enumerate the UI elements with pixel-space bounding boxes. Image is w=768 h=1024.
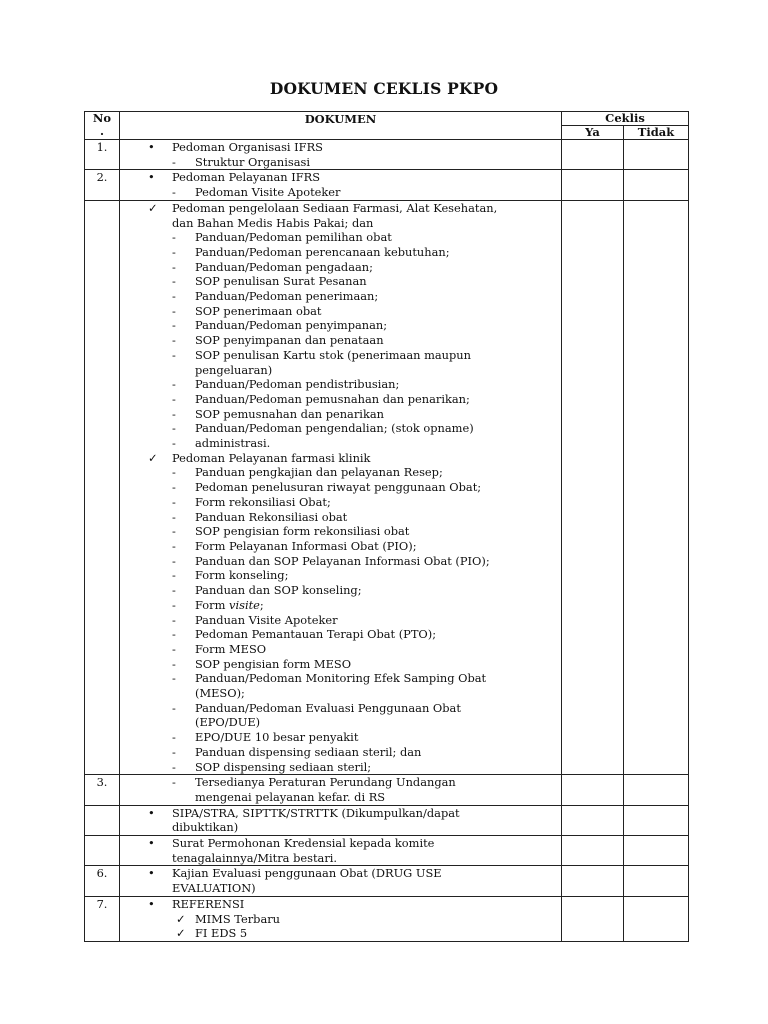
line-text: Panduan/Pedoman pendistribusian;: [195, 377, 400, 392]
document-line: [120, 451, 561, 466]
ya-checkbox-cell[interactable]: [562, 805, 624, 835]
tidak-checkbox-cell[interactable]: [624, 896, 689, 941]
dash-marker: -: [172, 775, 176, 790]
header-row-1: [85, 112, 689, 126]
line-text: Panduan/Pedoman penerimaan;: [195, 289, 379, 304]
document-line: [120, 539, 561, 554]
dash-marker: -: [172, 627, 176, 642]
document-line: [120, 465, 561, 480]
dash-marker: -: [172, 244, 176, 259]
document-line: [120, 185, 561, 200]
line-text: administrasi.: [195, 436, 271, 451]
line-text: Panduan/Pedoman pengendalian; (stok opname): [195, 421, 474, 436]
row-number: [85, 805, 120, 835]
dash-marker: -: [172, 185, 176, 200]
row-number: [85, 200, 120, 774]
line-text-suffix: ;: [259, 597, 264, 612]
document-line: [120, 436, 561, 451]
document-line: [120, 245, 561, 260]
line-text: Panduan Rekonsiliasi obat: [195, 509, 348, 524]
tidak-checkbox-cell[interactable]: [624, 805, 689, 835]
checkmark-icon: ✓: [148, 200, 158, 215]
line-text: Form Pelayanan Informasi Obat (PIO);: [195, 538, 417, 553]
ya-checkbox-cell[interactable]: [562, 775, 624, 805]
dash-marker: -: [172, 274, 176, 289]
line-text: Pedoman Pemantauan Terapi Obat (PTO);: [195, 627, 437, 642]
line-text: Kajian Evaluasi penggunaan Obat (DRUG USE: [172, 866, 442, 881]
table-row: [85, 140, 689, 170]
dash-marker: -: [172, 480, 176, 495]
table-row: [85, 866, 689, 896]
row-number: 7.: [85, 896, 120, 941]
bullet-line: [120, 836, 561, 851]
header-tidak: Tidak: [624, 126, 689, 140]
document-line: [120, 289, 561, 304]
line-text: Form konseling;: [195, 568, 289, 583]
header-dokumen: DOKUMEN: [120, 112, 562, 140]
line-text: Form MESO: [195, 641, 267, 656]
line-text: SOP penerimaan obat: [195, 303, 322, 318]
header-no: [85, 112, 120, 140]
line-text: SOP penyimpanan dan penataan: [195, 333, 384, 348]
row-document-content: [120, 170, 562, 200]
table-row: [85, 836, 689, 866]
line-text: REFERENSI: [172, 896, 245, 911]
document-line: [120, 274, 561, 289]
document-line: [120, 775, 561, 790]
dash-marker: -: [172, 289, 176, 304]
dash-marker: -: [172, 377, 176, 392]
line-text: SOP pengisian form rekonsiliasi obat: [195, 524, 410, 539]
checkmark-icon: ✓: [176, 911, 186, 926]
ya-checkbox-cell[interactable]: [562, 866, 624, 896]
document-line: [120, 881, 561, 896]
dash-marker: -: [172, 494, 176, 509]
header-no-line2: .: [99, 124, 104, 138]
document-line: [120, 701, 561, 716]
dash-marker: -: [172, 583, 176, 598]
document-line: [120, 318, 561, 333]
document-line: [120, 304, 561, 319]
line-text: Pedoman Organisasi IFRS: [172, 140, 323, 154]
header-ya: Ya: [562, 126, 624, 140]
document-line: [120, 333, 561, 348]
bullet-line: [120, 897, 561, 912]
dash-marker: -: [172, 656, 176, 671]
document-line: [120, 598, 561, 613]
line-text: tenagalainnya/Mitra bestari.: [172, 850, 338, 865]
bullet-line: [120, 170, 561, 185]
document-line: [120, 230, 561, 245]
dash-marker: -: [172, 421, 176, 436]
tidak-checkbox-cell[interactable]: [624, 836, 689, 866]
dash-marker: -: [172, 406, 176, 421]
dash-marker: -: [172, 391, 176, 406]
line-text: SIPA/STRA, SIPTTK/STRTTK (Dikumpulkan/dapat: [172, 805, 460, 820]
row-number: [85, 836, 120, 866]
checkmark-icon: ✓: [176, 926, 186, 941]
document-line: [120, 912, 561, 927]
dash-marker: -: [172, 597, 176, 612]
document-line: [120, 583, 561, 598]
row-document-content: [120, 805, 562, 835]
document-line: [120, 510, 561, 525]
line-text: (EPO/DUE): [195, 715, 261, 730]
document-line: [120, 790, 561, 805]
dash-marker: -: [172, 700, 176, 715]
dash-marker: -: [172, 230, 176, 245]
dash-marker: -: [172, 154, 176, 169]
line-text: SOP pemusnahan dan penarikan: [195, 406, 384, 421]
document-line: [120, 392, 561, 407]
line-text: SOP dispensing sediaan steril;: [195, 759, 372, 774]
line-text: Pedoman penelusuran riwayat penggunaan Obat;: [195, 480, 482, 495]
line-text: Panduan/Pedoman pemilihan obat: [195, 230, 392, 245]
dash-marker: -: [172, 612, 176, 627]
line-text: Panduan dan SOP Pelayanan Informasi Obat (PIO);: [195, 553, 490, 568]
line-text: Tersedianya Peraturan Perundang Undangan: [195, 775, 456, 790]
document-line: [120, 554, 561, 569]
dash-marker: -: [172, 465, 176, 480]
bullet-line: [120, 866, 561, 881]
line-text: MIMS Terbaru: [195, 911, 281, 926]
dash-marker: -: [172, 759, 176, 774]
table-row: [85, 805, 689, 835]
document-line: [120, 155, 561, 170]
tidak-checkbox-cell[interactable]: [624, 140, 689, 170]
line-text: Pedoman Visite Apoteker: [195, 185, 341, 200]
dash-marker: -: [172, 333, 176, 348]
table-row: [85, 170, 689, 200]
tidak-checkbox-cell[interactable]: [624, 775, 689, 805]
row-number: 3.: [85, 775, 120, 805]
document-line: [120, 524, 561, 539]
checklist-body: [85, 140, 689, 942]
dash-marker: -: [172, 347, 176, 362]
line-text: Panduan/Pedoman pengadaan;: [195, 259, 373, 274]
line-text: dan Bahan Medis Habis Pakai; dan: [172, 215, 374, 230]
dash-marker: -: [172, 524, 176, 539]
dash-marker: -: [172, 509, 176, 524]
row-document-content: [120, 896, 562, 941]
line-text: Panduan pengkajian dan pelayanan Resep;: [195, 465, 443, 480]
line-text-italic: visite: [229, 597, 260, 612]
bullet-line: [120, 140, 561, 155]
dash-marker: -: [172, 553, 176, 568]
line-text: Struktur Organisasi: [195, 154, 311, 169]
line-text: EVALUATION): [172, 881, 256, 896]
document-line: [120, 926, 561, 941]
document-line: [120, 348, 561, 363]
document-title: DOKUMEN CEKLIS PKPO: [269, 79, 499, 98]
dash-marker: -: [172, 303, 176, 318]
line-text: Pedoman Pelayanan farmasi klinik: [172, 450, 371, 465]
line-text: Panduan Visite Apoteker: [195, 612, 338, 627]
line-text: (MESO);: [195, 686, 245, 701]
dash-marker: -: [172, 318, 176, 333]
document-line: [120, 407, 561, 422]
line-text: Panduan/Pedoman Evaluasi Penggunaan Obat: [195, 700, 461, 715]
ya-checkbox-cell[interactable]: [562, 140, 624, 170]
dash-marker: -: [172, 538, 176, 553]
row-document-content: [120, 775, 562, 805]
row-document-content: [120, 200, 562, 774]
document-line: [120, 715, 561, 730]
line-text: SOP penulisan Kartu stok (penerimaan maupun: [195, 347, 471, 362]
document-line: [120, 377, 561, 392]
document-line: [120, 820, 561, 835]
document-line: [120, 627, 561, 642]
line-text-prefix: Form: [195, 597, 230, 612]
document-line: [120, 730, 561, 745]
header-no-line1: No: [92, 111, 112, 125]
line-text: Panduan/Pedoman pemusnahan dan penarikan;: [195, 391, 470, 406]
row-document-content: [120, 140, 562, 170]
line-text: Panduan/Pedoman penyimpanan;: [195, 318, 388, 333]
ya-checkbox-cell[interactable]: [562, 170, 624, 200]
line-text: Panduan dan SOP konseling;: [195, 583, 362, 598]
header-ceklis: Ceklis: [562, 112, 689, 126]
line-text: dibuktikan): [172, 820, 239, 835]
line-text: pengeluaran): [195, 362, 273, 377]
line-text: Panduan dispensing sediaan steril; dan: [195, 744, 422, 759]
tidak-checkbox-cell[interactable]: [624, 170, 689, 200]
tidak-checkbox-cell[interactable]: [624, 866, 689, 896]
dash-marker: -: [172, 730, 176, 745]
dash-marker: -: [172, 671, 176, 686]
checkmark-icon: ✓: [148, 450, 158, 465]
ya-checkbox-cell[interactable]: [562, 896, 624, 941]
line-text: Pedoman pengelolaan Sediaan Farmasi, Alat Kesehatan,: [172, 200, 498, 215]
document-line: [120, 480, 561, 495]
dash-marker: -: [172, 259, 176, 274]
document-line: [120, 686, 561, 701]
table-row: [85, 896, 689, 941]
dash-marker: -: [172, 436, 176, 451]
document-line: [120, 657, 561, 672]
document-line: [120, 568, 561, 583]
document-line: [120, 495, 561, 510]
document-line: [120, 216, 561, 231]
dash-marker: -: [172, 568, 176, 583]
ya-checkbox-cell[interactable]: [562, 200, 624, 774]
line-text: Form rekonsiliasi Obat;: [195, 494, 331, 509]
document-line: [120, 260, 561, 275]
table-row: [85, 775, 689, 805]
table-row: [85, 200, 689, 774]
document-line: [120, 642, 561, 657]
document-line: [120, 201, 561, 216]
checklist-table: [84, 111, 689, 942]
line-text: Pedoman Pelayanan IFRS: [172, 170, 321, 185]
line-text: Panduan/Pedoman Monitoring Efek Samping Obat: [195, 671, 487, 686]
bullet-line: [120, 806, 561, 821]
line-text: SOP pengisian form MESO: [195, 656, 352, 671]
tidak-checkbox-cell[interactable]: [624, 200, 689, 774]
row-document-content: [120, 866, 562, 896]
ya-checkbox-cell[interactable]: [562, 836, 624, 866]
row-document-content: [120, 836, 562, 866]
document-line: [120, 613, 561, 628]
line-text: SOP penulisan Surat Pesanan: [195, 274, 367, 289]
document-line: [120, 421, 561, 436]
dash-marker: -: [172, 641, 176, 656]
line-text: Panduan/Pedoman perencanaan kebutuhan;: [195, 244, 450, 259]
document-line: [120, 363, 561, 378]
line-text: mengenai pelayanan kefar. di RS: [195, 789, 386, 804]
document-line: [120, 760, 561, 775]
line-text: FI EDS 5: [195, 926, 248, 941]
dash-marker: -: [172, 744, 176, 759]
document-line: [120, 671, 561, 686]
row-number: 2.: [85, 170, 120, 200]
row-number: 1.: [85, 140, 120, 170]
document-line: [120, 745, 561, 760]
line-text: Surat Permohonan Kredensial kepada komite: [172, 836, 435, 851]
document-line: [120, 851, 561, 866]
row-number: 6.: [85, 866, 120, 896]
line-text: EPO/DUE 10 besar penyakit: [195, 730, 359, 745]
